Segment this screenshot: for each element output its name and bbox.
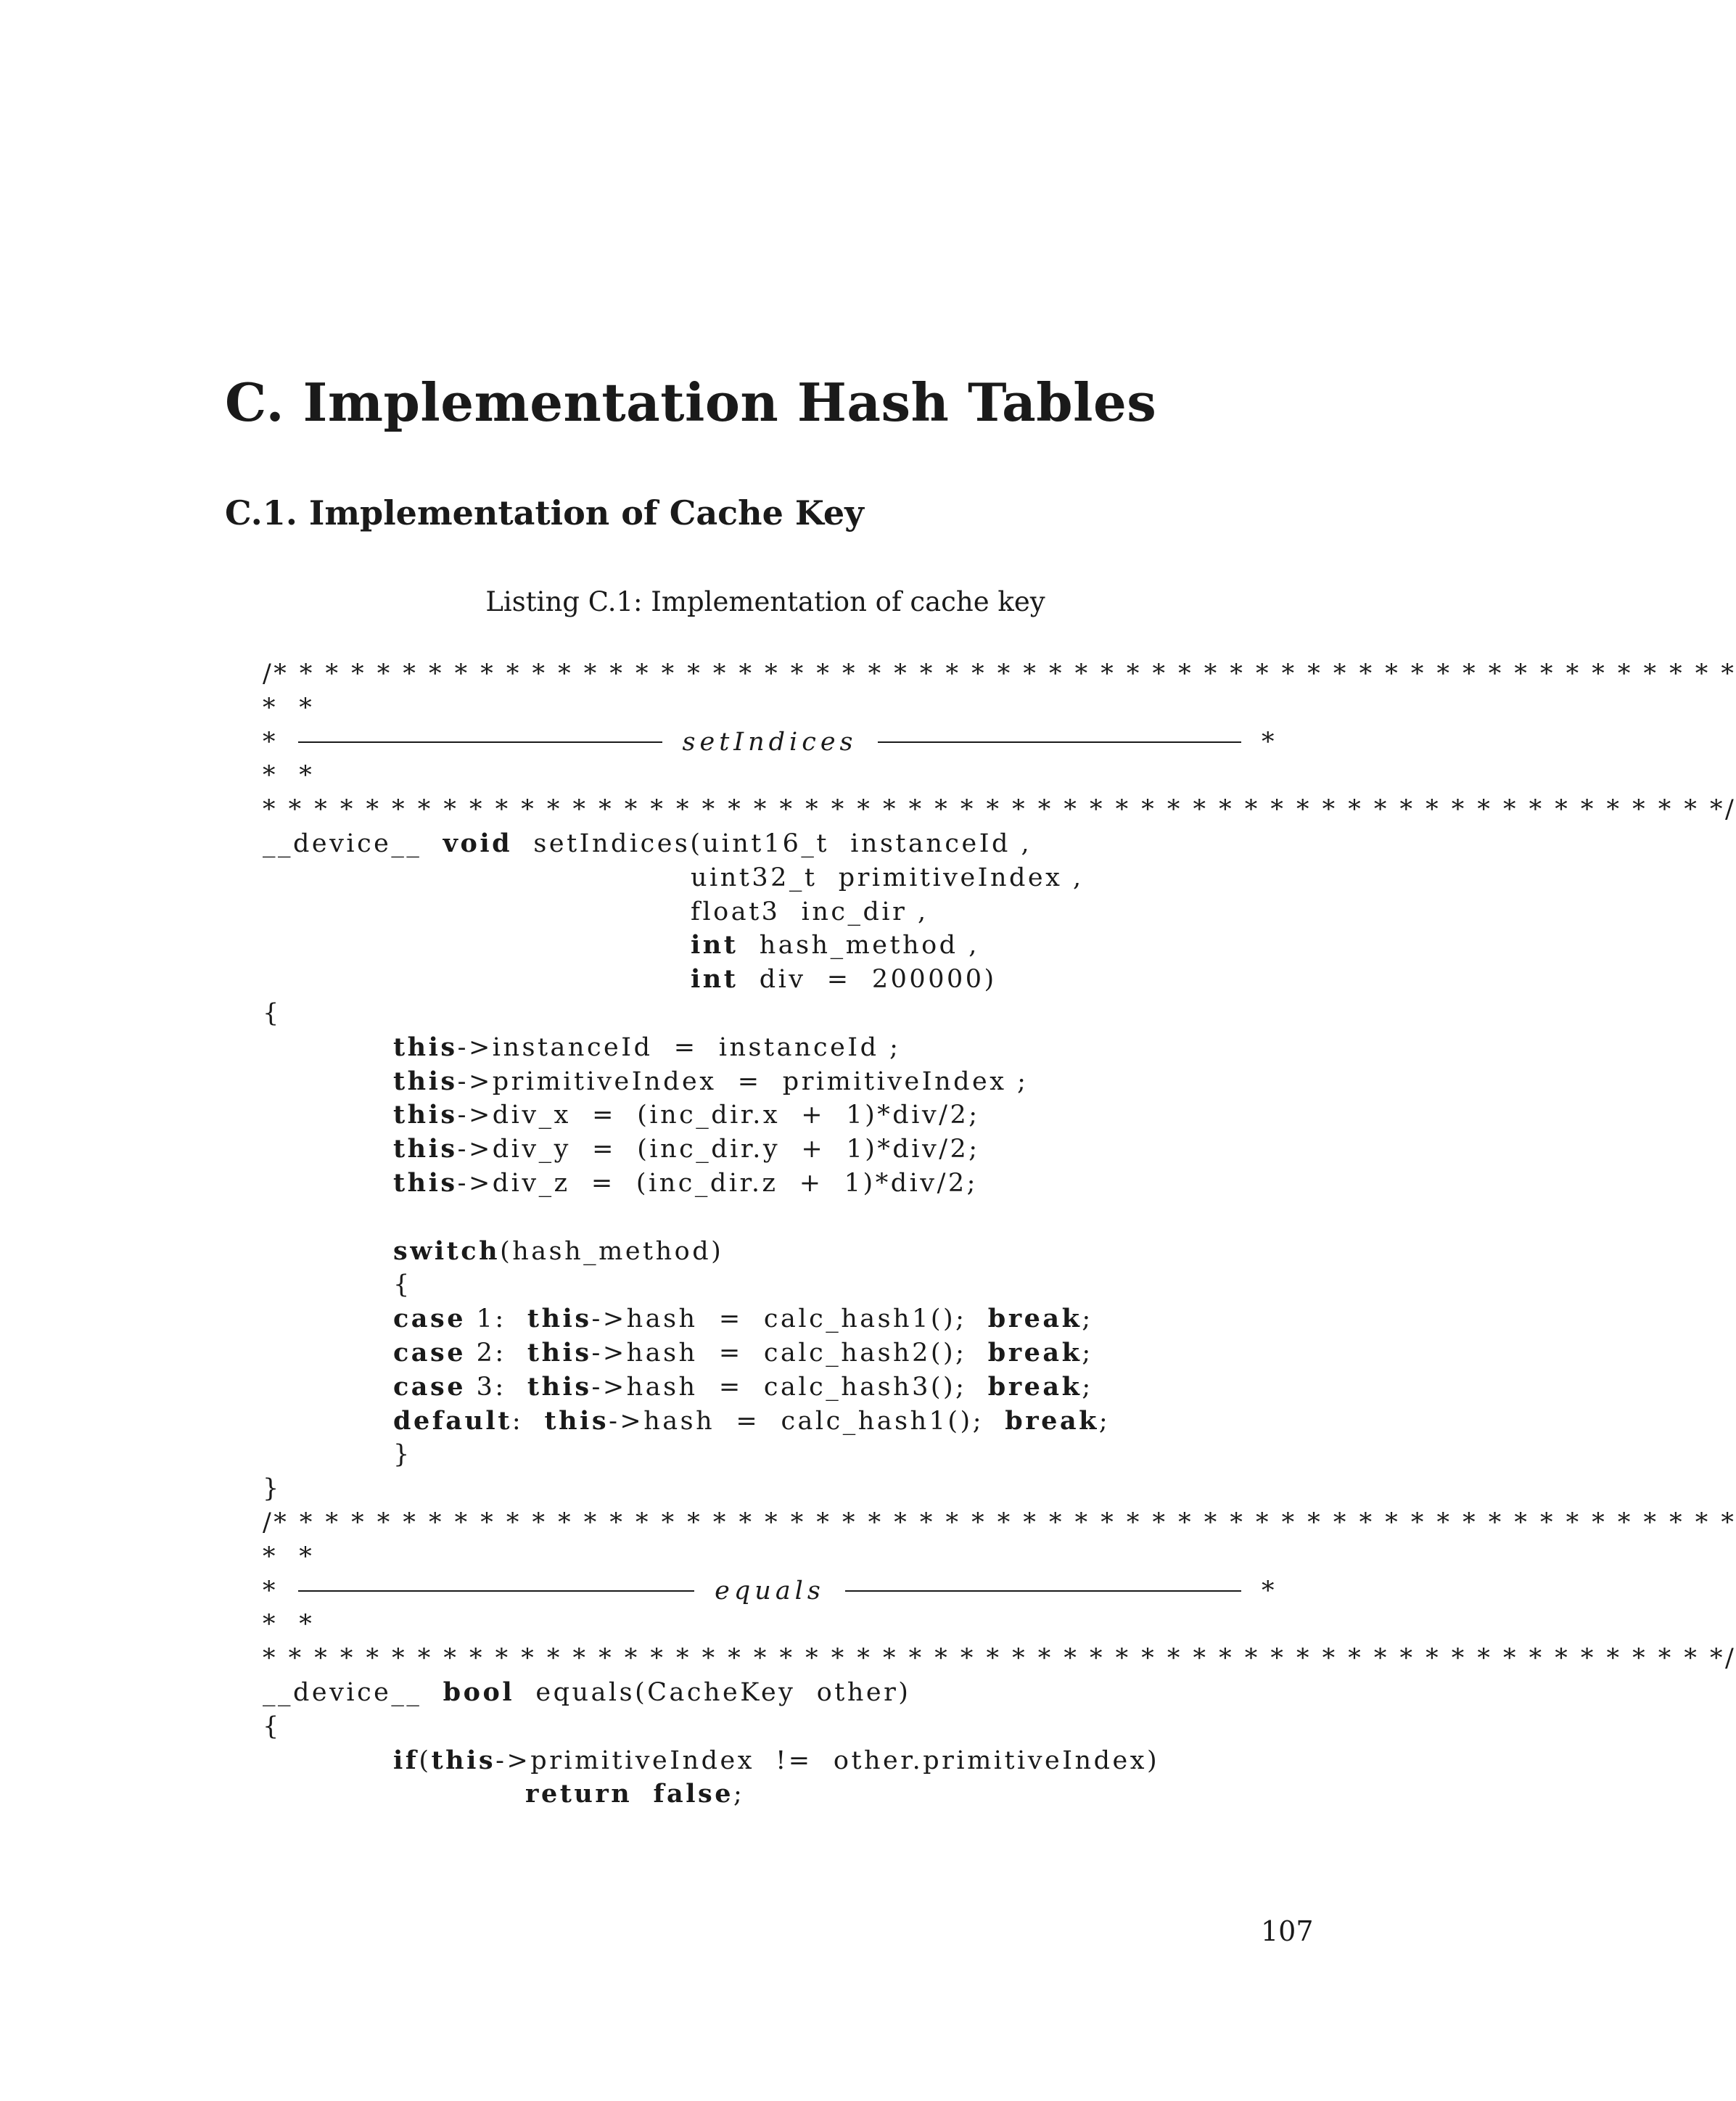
semicolon: ; (733, 1780, 745, 1809)
keyword-if: if (393, 1745, 419, 1775)
keyword-this: this (544, 1405, 609, 1436)
keyword-case: case (393, 1337, 466, 1368)
keyword-break: break (987, 1304, 1082, 1334)
banner-rule-left (298, 741, 662, 743)
function-signature: equals(CacheKey other) (535, 1677, 911, 1707)
keyword-bool: bool (443, 1677, 515, 1707)
device-qualifier: __device__ (263, 1677, 422, 1707)
code-line (263, 1065, 1278, 1099)
statement: ->hash = calc_hash1(); (591, 1304, 988, 1334)
keyword-return: return (525, 1779, 633, 1809)
close-brace: } (263, 1474, 281, 1504)
code-line (263, 861, 1278, 895)
keyword-break: break (1005, 1405, 1099, 1436)
comment-stars-open: /* * * * * * * * * * * * * * * * * * * * * * * * * * * * * * * * * * * * * * * * * * * * * * * * * * * * * * * * * (263, 1508, 1736, 1537)
parameter: hash_method , (759, 931, 979, 961)
banner-title: equals (715, 1576, 825, 1605)
keyword-false: false (653, 1779, 733, 1809)
close-brace: } (393, 1440, 412, 1470)
open-brace: { (393, 1270, 412, 1300)
keyword-case: case (393, 1371, 466, 1402)
comment-star-pair: * * (263, 693, 315, 723)
statement: ->div_y = (inc_dir.y + 1)*div/2; (457, 1135, 980, 1164)
device-qualifier: __device__ (263, 829, 422, 858)
semicolon: ; (1082, 1338, 1093, 1368)
keyword-break: break (987, 1371, 1082, 1402)
keyword-this: this (431, 1745, 496, 1775)
comment-star-pair: * * (263, 1542, 315, 1571)
comment-stars-close: * * * * * * * * * * * * * * * * * * * * * * * * * * * * * * * * * * * * * * * * * * * * * * * * * * * * * * * * */ (263, 795, 1736, 825)
code-line (263, 1132, 1278, 1167)
comment-stars-close: * * * * * * * * * * * * * * * * * * * * * * * * * * * * * * * * * * * * * * * * * * * * * * * * * * * * * * * * */ (263, 1644, 1736, 1674)
code-line (263, 1370, 1278, 1405)
keyword-int: int (691, 930, 739, 961)
comment-star-pair: * * (263, 761, 315, 791)
default-label: : (511, 1406, 545, 1436)
banner-star-right: * (1262, 1576, 1277, 1605)
comment-banner-equals (263, 1574, 1277, 1608)
semicolon: ; (1098, 1406, 1111, 1436)
code-line (263, 895, 1278, 929)
statement: (hash_method) (500, 1236, 724, 1266)
keyword-default: default (393, 1405, 512, 1436)
parameter: float3 inc_dir , (691, 897, 929, 926)
banner-rule-right (845, 1590, 1241, 1592)
case-label: 1: (465, 1304, 527, 1334)
open-brace: { (263, 998, 281, 1028)
statement: ->hash = calc_hash1(); (609, 1406, 1005, 1436)
code-line (263, 1235, 1278, 1269)
keyword-int: int (691, 964, 739, 995)
paren: ( (419, 1746, 432, 1775)
chapter-title: C. Implementation Hash Tables (225, 371, 1157, 433)
code-line (263, 827, 1278, 861)
statement: ->primitiveIndex != other.primitiveIndex) (495, 1746, 1160, 1775)
keyword-case: case (393, 1304, 466, 1334)
parameter: uint32_t primitiveIndex , (691, 863, 1084, 892)
code-line (263, 1302, 1278, 1336)
code-line (263, 1405, 1278, 1439)
statement: ->hash = calc_hash2(); (591, 1338, 988, 1368)
page-number: 107 (1261, 1915, 1314, 1947)
code-line (263, 1777, 1278, 1812)
code-line (263, 1031, 1278, 1065)
banner-star-left: * (263, 1576, 278, 1605)
keyword-switch: switch (393, 1235, 501, 1266)
code-line (263, 1676, 1278, 1710)
code-line (263, 1336, 1278, 1370)
statement: ->div_x = (inc_dir.x + 1)*div/2; (457, 1101, 980, 1130)
keyword-break: break (987, 1337, 1082, 1368)
banner-title: setIndices (682, 727, 857, 757)
statement: ->hash = calc_hash3(); (591, 1372, 988, 1402)
comment-star-pair: * * (263, 1610, 315, 1640)
section-title: C.1. Implementation of Cache Key (225, 493, 864, 533)
keyword-this: this (527, 1304, 592, 1334)
function-signature: setIndices(uint16_t instanceId , (533, 829, 1032, 858)
code-line (263, 929, 1278, 963)
banner-rule-right (878, 741, 1242, 743)
listing-caption: Listing C.1: Implementation of cache key (485, 586, 1045, 617)
open-brace: { (263, 1711, 281, 1741)
comment-banner-setindices (263, 725, 1277, 760)
keyword-this: this (527, 1337, 592, 1368)
banner-rule-left (298, 1590, 694, 1592)
banner-star-right: * (1262, 727, 1278, 757)
comment-stars-open: /* * * * * * * * * * * * * * * * * * * * * * * * * * * * * * * * * * * * * * * * * * * * * * * * * * * * * * * * * (263, 659, 1736, 688)
keyword-this: this (393, 1100, 458, 1130)
case-label: 3: (465, 1372, 527, 1402)
keyword-this: this (393, 1032, 458, 1062)
code-line (263, 1098, 1278, 1132)
banner-star-left: * (263, 727, 278, 757)
code-line (263, 1167, 1278, 1201)
keyword-this: this (393, 1134, 458, 1164)
code-listing (263, 657, 1736, 1812)
code-line (263, 963, 1278, 997)
blank-line (263, 1201, 1278, 1235)
keyword-this: this (393, 1066, 458, 1096)
semicolon: ; (1082, 1304, 1093, 1334)
case-label: 2: (465, 1338, 527, 1368)
keyword-this: this (527, 1371, 592, 1402)
keyword-void: void (443, 828, 513, 858)
keyword-this: this (393, 1167, 458, 1198)
statement: ->div_z = (inc_dir.z + 1)*div/2; (457, 1168, 978, 1198)
statement: ->primitiveIndex = primitiveIndex ; (457, 1066, 1029, 1096)
parameter: div = 200000) (759, 965, 997, 995)
code-line (263, 1744, 1278, 1778)
statement: ->instanceId = instanceId ; (457, 1032, 901, 1062)
semicolon: ; (1082, 1372, 1093, 1402)
